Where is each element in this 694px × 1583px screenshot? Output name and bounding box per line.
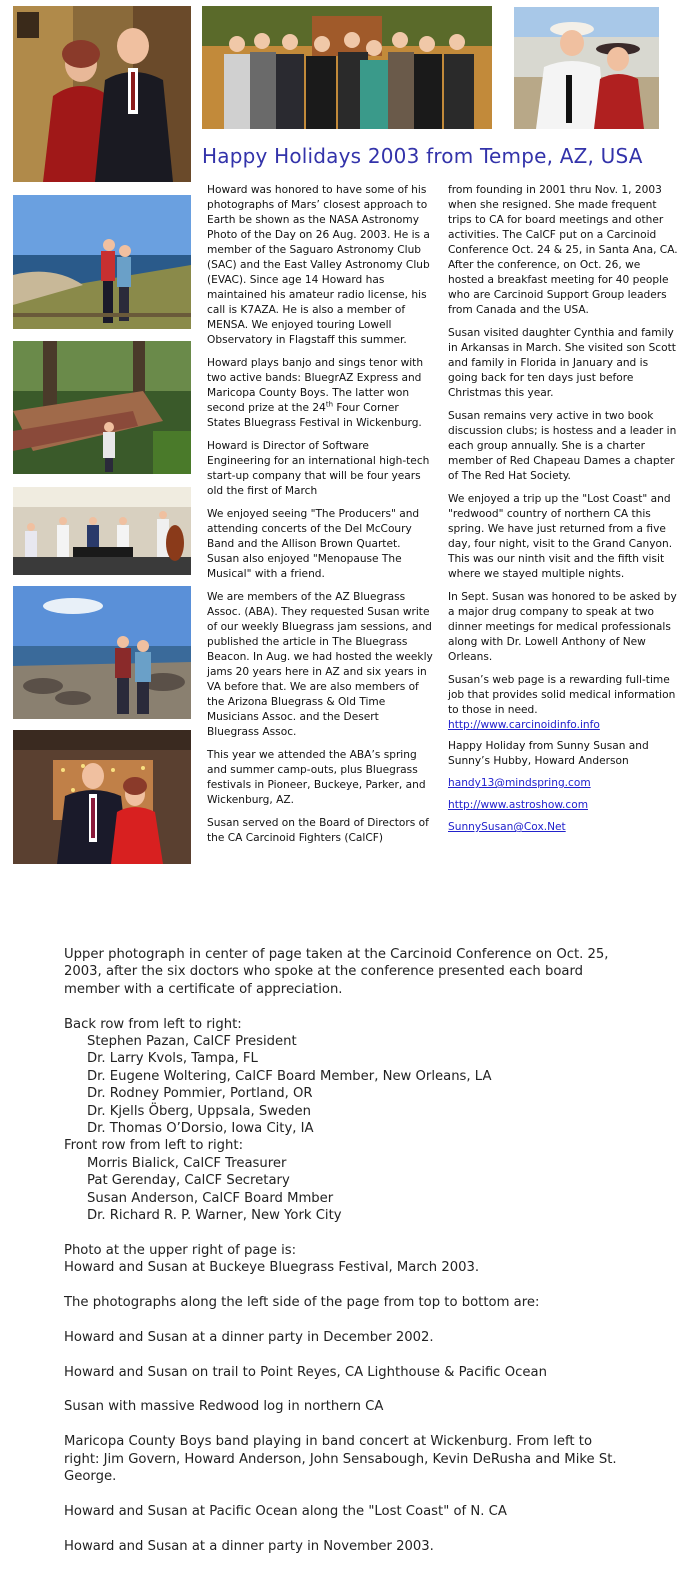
front-row-person: Susan Anderson, CalCF Board Mmber (87, 1190, 334, 1206)
back-row-heading: Back row from left to right: (64, 1016, 242, 1032)
paragraph-aba: We are members of the AZ Bluegrass Assoc. (ABA). They requested Susan write of our weekly Bluegrass jam sessions, and published the article in The Bluegrass Beacon. In Aug. we had hosted the weekly jams 20 years here in AZ and six years in VA before that. We are also members of the Arizona Bluegrass & Old Time Musicians Assoc. and the Desert Bluegrass Assoc. (207, 591, 433, 738)
caption-upper-right-text: Howard and Susan at Buckeye Bluegrass Festival, March 2003. (64, 1260, 480, 1276)
paragraph-banjo-text: Howard plays banjo and sings tenor with two active bands: BluegrAZ Express and Maricopa County Boys. The latter won second prize at the 24 (207, 357, 424, 414)
paragraph-calcf-board: Susan served on the Board of Directors of the CA Carcinoid Fighters (CalCF) (207, 817, 429, 844)
photo-dinner-party-dec-2002 (13, 6, 191, 182)
paragraph-web-page (448, 673, 678, 733)
paragraph-drug-company: In Sept. Susan was honored to be asked by a major drug company to speak at two dinner meetings for medical professionals along with Dr. Lowell Anthony of New Orleans. (448, 591, 677, 663)
paragraph-banjo-text-end: Four Corner States Bluegrass Festival in Wickenburg. (207, 402, 422, 429)
photo-dinner-party-nov-2003 (13, 730, 191, 864)
paragraph-book-clubs: Susan remains very active in two book discussion clubs; is hostess and a leader in each group annually. She is a charter member of Red Chapeau Dames a chapter of The Red Hat Society. (448, 410, 677, 482)
caption-left-side-heading: The photographs along the left side of the page from top to bottom are: (64, 1295, 540, 1311)
page-title: Happy Holidays 2003 from Tempe, AZ, USA (202, 144, 643, 168)
letter-column-right (448, 183, 678, 842)
paragraph-lost-coast: We enjoyed a trip up the "Lost Coast" and "redwood" country of northern CA this spring. We have just returned from a five day, four night, visit to the Grand Canyon. This was our ninth visit and the fifth visit where we stayed multiple nights. (448, 493, 673, 580)
paragraph-concerts: We enjoyed seeing "The Producers" and attending concerts of the Del McCoury Band and the Allison Brown Quartet. Susan also enjoyed "Menopause The Musical" with a friend. (207, 508, 420, 580)
paragraph-calcf: from founding in 2001 thru Nov. 1, 2003 when she resigned. She made frequent trips to CA for board meetings and other activities. The CalCF put on a Carcinoid Conference Oct. 24 & 25, in Santa Ana, CA. After the conference, on Oct. 26, we hosted a breakfast meeting for 40 people who are Carcinoid Support Group leaders from Canada and the USA. (448, 184, 678, 316)
photo-maricopa-county-boys-band (13, 487, 191, 575)
photo-carcinoid-conference-group (202, 6, 492, 129)
front-row-person: Morris Bialick, CalCF Treasurer (87, 1155, 287, 1171)
back-row-person: Dr. Larry Kvols, Tampa, FL (87, 1051, 258, 1067)
email-link-handy13[interactable]: handy13@mindspring.com (448, 777, 591, 789)
caption-left-5: Howard and Susan at Pacific Ocean along the "Lost Coast" of N. CA (64, 1503, 507, 1519)
paragraph-signoff: Happy Holiday from Sunny Susan and Sunny’s Hubby, Howard Anderson (448, 740, 649, 767)
paragraph-astronomy: Howard was honored to have some of his photographs of Mars’ closest approach to Earth be shown as the NASA Astronomy Photo of the Day on 26 Aug. 2003. He is a member of the Saguaro Astronomy Club (SAC) and the East Valley Astronomy Club (EVAC). Since age 14 Howard has maintained his amateur radio license, his call is K7AZA. He is also a member of MENSA. We enjoyed touring Lowell Observatory in Flagstaff this summer. (207, 184, 430, 346)
photo-redwood-log (13, 341, 191, 474)
caption-left-1: Howard and Susan at a dinner party in December 2002. (64, 1329, 434, 1345)
photo-point-reyes-trail (13, 195, 191, 329)
caption-left-6: Howard and Susan at a dinner party in November 2003. (64, 1538, 434, 1554)
caption-upper-right (64, 1242, 624, 1277)
front-row-person: Pat Gerenday, CalCF Secretary (87, 1173, 290, 1189)
astroshow-link[interactable]: http://www.astroshow.com (448, 799, 589, 811)
caption-intro: Upper photograph in center of page taken at the Carcinoid Conference on Oct. 25, 2003, after the six doctors who spoke at the conference presented each board member with a certificate of appreciation. (64, 947, 609, 997)
caption-left-2: Howard and Susan on trail to Point Reyes, CA Lighthouse & Pacific Ocean (64, 1364, 547, 1380)
back-row-person: Dr. Kjells Öberg, Uppsala, Sweden (87, 1103, 311, 1119)
email-link-sunnysusan[interactable]: SunnySusan@Cox.Net (448, 821, 566, 833)
back-row-person: Stephen Pazan, CalCF President (87, 1034, 297, 1050)
caption-upper-right-heading: Photo at the upper right of page is: (64, 1242, 297, 1258)
paragraph-family-visits: Susan visited daughter Cynthia and family in Arkansas in March. She visited son Scott and family in Florida in January and is going back for ten days just before Christmas this year. (448, 327, 676, 399)
back-row-person: Dr. Rodney Pommier, Portland, OR (87, 1086, 313, 1102)
caption-left-3: Susan with massive Redwood log in northern CA (64, 1399, 384, 1415)
letter-column-left (207, 183, 434, 854)
paragraph-banjo (207, 356, 434, 431)
front-row-person: Dr. Richard R. P. Warner, New York City (87, 1208, 342, 1224)
carcinoidinfo-link[interactable]: http://www.carcinoidinfo.info (448, 719, 600, 731)
back-row-person: Dr. Thomas O’Dorsio, Iowa City, IA (87, 1121, 314, 1137)
photo-buckeye-bluegrass-festival (514, 7, 659, 129)
paragraph-festivals: This year we attended the ABA’s spring and summer camp-outs, plus Bluegrass festivals in Pioneer, Buckeye, Parker, and Wickenburg, AZ. (207, 749, 426, 806)
caption-left-4: Maricopa County Boys band playing in band concert at Wickenburg. From left to right: Jim Govern, Howard Anderson, John Sensabough, Kevin DeRusha and Mike St. George. (64, 1434, 617, 1485)
caption-rows (64, 1016, 624, 1225)
superscript: th (325, 400, 334, 409)
paragraph-software: Howard is Director of Software Engineering for an international high-tech start-up company that will be four years old the first of March (207, 440, 430, 497)
web-page-text: Susan’s web page is a rewarding full-time job that provides solid medical information to those in need. (448, 674, 676, 716)
back-row-person: Dr. Eugene Woltering, CalCF Board Member, New Orleans, LA (87, 1068, 492, 1084)
photo-captions (64, 946, 624, 1572)
photo-lost-coast-pacific (13, 586, 191, 719)
front-row-heading: Front row from left to right: (64, 1138, 244, 1154)
